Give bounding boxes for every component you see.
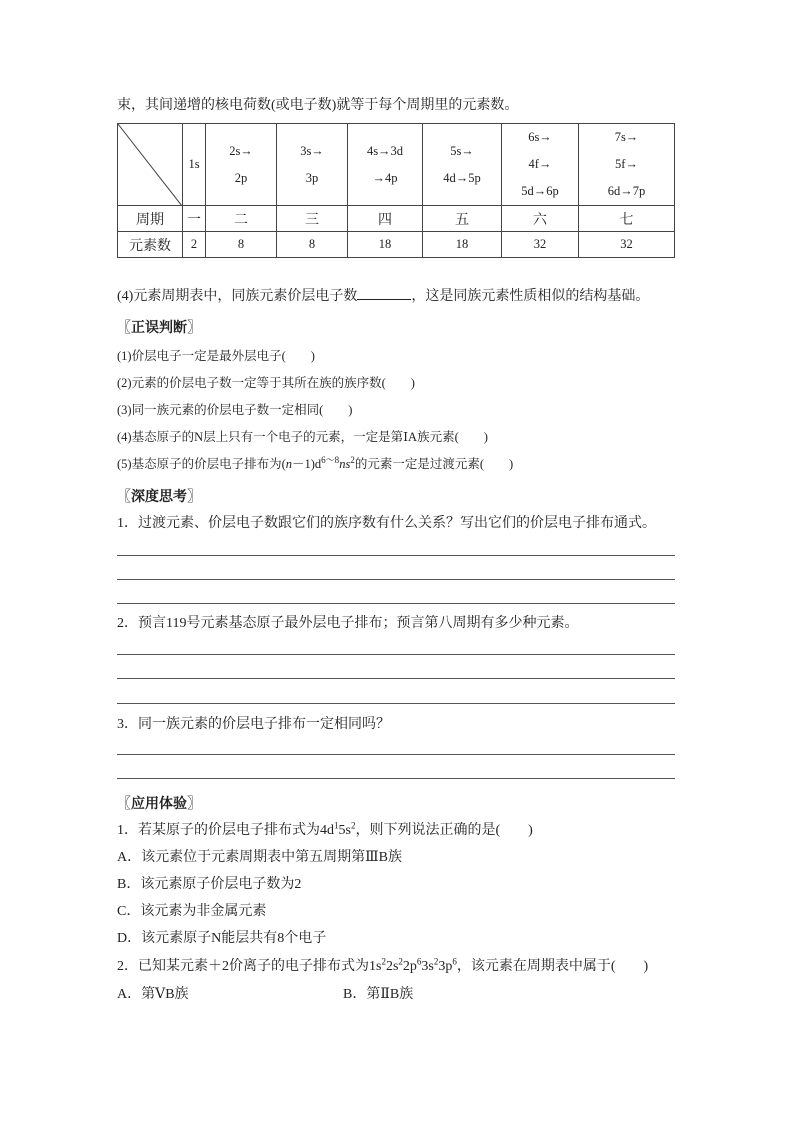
answer-line[interactable]: [117, 754, 675, 755]
period-label: 周期: [118, 206, 183, 232]
option-b[interactable]: B．第ⅡB族: [343, 987, 414, 1002]
count-cell: 18: [423, 232, 502, 258]
think-question-1: 1．过渡元素、价层电子数跟它们的族序数有什么关系？写出它们的价层电子排布通式。: [117, 516, 656, 531]
count-row: [118, 232, 675, 258]
count-cell: 18: [348, 232, 423, 258]
period-table: [117, 123, 675, 258]
config-cell: 7s→ 5f→ 6d→7p: [579, 124, 675, 206]
config-cell: 3s→ 3p: [277, 124, 348, 206]
option-b[interactable]: B．该元素原子价层电子数为2: [117, 877, 302, 892]
judge-heading: 〖正误判断〗: [117, 321, 201, 336]
answer-line[interactable]: [117, 603, 675, 604]
config-row: [118, 124, 675, 206]
answer-line[interactable]: [117, 703, 675, 704]
period-row: [118, 206, 675, 232]
apply-heading: 〖应用体验〗: [117, 797, 201, 812]
answer-line[interactable]: [117, 778, 675, 779]
think-question-2: 2．预言119号元素基态原子最外层电子排布；预言第八周期有多少种元素。: [117, 616, 579, 631]
intro-text: 束，其间递增的核电荷数(或电子数)就等于每个周期里的元素数。: [117, 98, 519, 113]
diagonal-line: [118, 124, 182, 206]
think-heading: 〖深度思考〗: [117, 490, 201, 505]
period-cell: 二: [206, 206, 277, 232]
count-label: 元素数: [118, 232, 183, 258]
period-cell: 六: [502, 206, 579, 232]
option-d[interactable]: D．该元素原子N能层共有8个电子: [117, 931, 327, 946]
config-cell: 4s→3d →4p: [348, 124, 423, 206]
count-cell: 32: [502, 232, 579, 258]
config-cell: 5s→ 4d→5p: [423, 124, 502, 206]
apply-question-2: 2．已知某元素＋2价离子的电子排布式为$1s^22s^22p^63s^23p^6$，该元素在周期表中属于( ): [117, 956, 649, 974]
count-cell: 32: [579, 232, 675, 258]
judge-item-4: (4)基态原子的N层上只有一个电子的元素，一定是第ⅠA族元素( ): [117, 430, 488, 444]
option-c[interactable]: C．该元素为非金属元素: [117, 904, 267, 919]
option-a[interactable]: A．该元素位于元素周期表中第五周期第ⅢB族: [117, 850, 402, 865]
answer-line[interactable]: [117, 555, 675, 556]
judge-item-1: (1)价层电子一定是最外层电子( ): [117, 349, 315, 363]
fill-blank[interactable]: [357, 287, 411, 300]
option-a[interactable]: A．第ⅤB族: [117, 987, 189, 1002]
apply-question-1: 1．若某原子的价层电子排布式为$4d^15s^2$，则下列说法正确的是( ): [117, 820, 533, 838]
answer-line[interactable]: [117, 678, 675, 679]
item4-text: (4)元素周期表中，同族元素价层电子数 ，这是同族元素性质相似的结构基础。: [117, 289, 650, 304]
period-cell: 四: [348, 206, 423, 232]
count-cell: 2: [183, 232, 206, 258]
period-cell: 七: [579, 206, 675, 232]
answer-line[interactable]: [117, 579, 675, 580]
config-cell: 2s→ 2p: [206, 124, 277, 206]
config-cell: 1s: [183, 124, 206, 206]
count-cell: 8: [206, 232, 277, 258]
period-cell: 一: [183, 206, 206, 232]
judge-item-3: (3)同一族元素的价层电子数一定相同( ): [117, 403, 353, 417]
think-question-3: 3．同一族元素的价层电子排布一定相同吗？: [117, 717, 390, 732]
config-cell: 6s→ 4f→ 5d→6p: [502, 124, 579, 206]
count-cell: 8: [277, 232, 348, 258]
judge-item-2: (2)元素的价层电子数一定等于其所在族的族序数( ): [117, 376, 415, 390]
diagonal-header-cell: [118, 124, 183, 206]
judge-item-5: (5)基态原子的价层电子排布为$(n-1)d^{6\sim 8}ns^2$的元素一定是过渡元素( ): [117, 454, 514, 471]
answer-line[interactable]: [117, 654, 675, 655]
period-cell: 三: [277, 206, 348, 232]
period-cell: 五: [423, 206, 502, 232]
